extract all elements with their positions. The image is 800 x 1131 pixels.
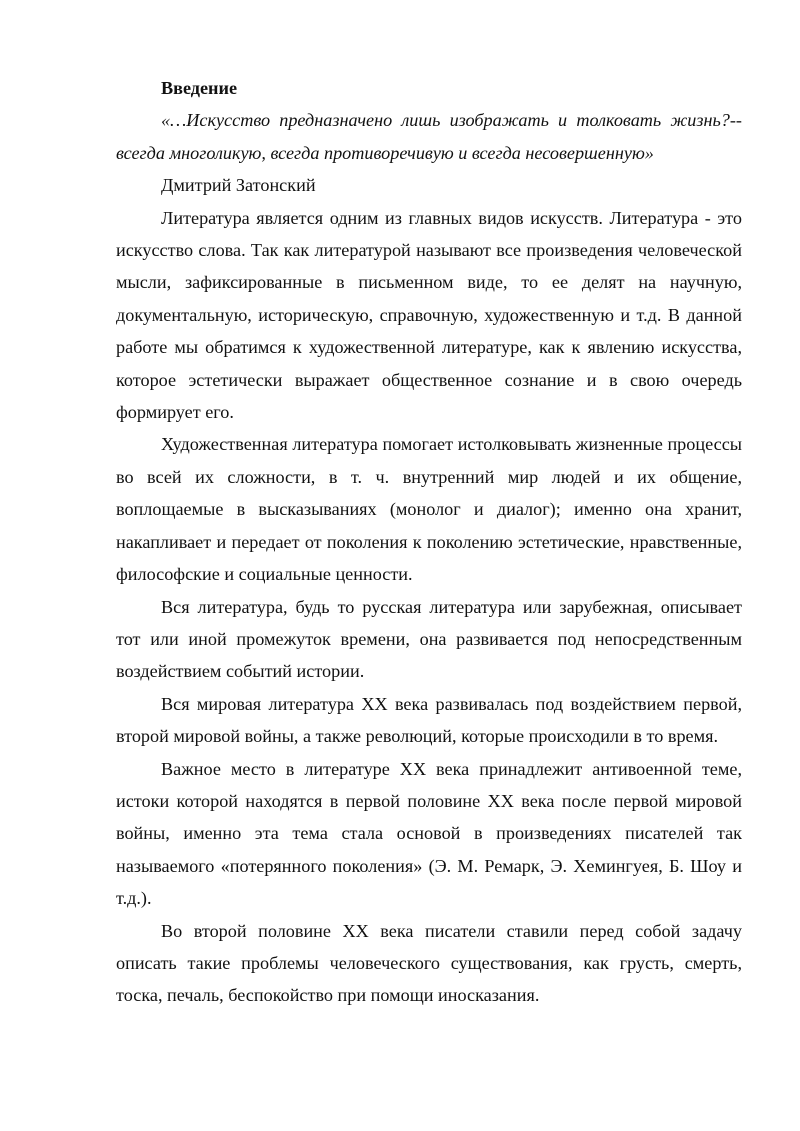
body-paragraph: Важное место в литературе XX века принадлежит антивоенной теме, истоки которой находятся в первой половине XX века после первой мировой войны, именно эта тема стала основой в произведениях писателей так называемого «потерянного поколения» (Э. М. Ремарк, Э. Хемингуея, Б. Шоу и т.д.). — [116, 758, 742, 909]
body-paragraph: Литература является одним из главных видов искусств. Литература - это искусство слова. Так как литературой называют все произведения человеческой мысли, зафиксированные в письменном виде, то ее делят на научную, документальную, историческую, справочную, художественную и т.д. В данной работе мы обратимся к художественной литературе, как к явлению искусства, которое эстетически выражает общественное сознание и в свою очередь формирует его. — [116, 207, 742, 423]
section-heading: Введение — [161, 78, 238, 98]
document-page — [116, 72, 742, 1012]
body-paragraph: Вся литература, будь то русская литература или зарубежная, описывает тот или иной промежуток времени, она развивается под непосредственным воздействием событий истории. — [116, 596, 742, 682]
body-paragraph: Вся мировая литература XX века развивалась под воздействием первой, второй мировой войны, а также революций, которые происходили в то время. — [116, 693, 742, 747]
epigraph-quote: «…Искусство предназначено лишь изображать и толковать жизнь?-- всегда многоликую, всегда противоречивую и всегда несовершенную» — [116, 110, 742, 163]
body-paragraph: Художественная литература помогает истолковывать жизненные процессы во всей их сложности, в т. ч. внутренний мир людей и их общение, воплощаемые в высказываниях (монолог и диалог); именно она хранит, накапливает и передает от поколения к поколению эстетические, нравственные, философские и социальные ценности. — [116, 434, 742, 585]
epigraph-author: Дмитрий Затонский — [161, 175, 316, 196]
body-paragraph: Во второй половине XX века писатели ставили перед собой задачу описать такие проблемы человеческого существования, как грусть, смерть, тоска, печаль, беспокойство при помощи иносказания. — [116, 920, 742, 1006]
